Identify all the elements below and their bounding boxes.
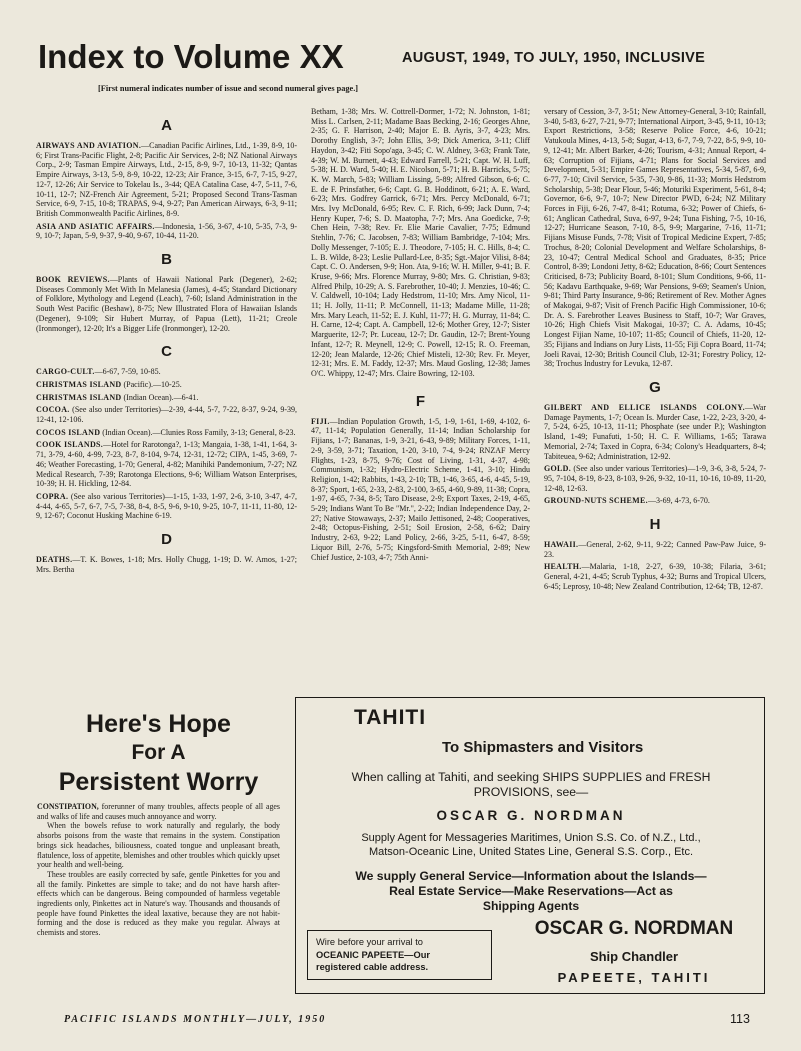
index-entry-text: (See also under Territories)—2-39, 4-44, 5-7, 7-22, 8-37, 9-24, 9-39, 12-41, 12-106. [36, 405, 297, 425]
index-entry-text: —T. K. Bowes, 1-18; Mrs. Holly Chugg, 1-19; D. W. Amos, 1-27; Mrs. Bertha [36, 555, 297, 574]
index-entry-heading: COCOA. [36, 405, 70, 415]
index-entry [36, 275, 297, 333]
cable-line-1: Wire before your arrival to [316, 937, 423, 947]
index-entry [544, 403, 766, 461]
index-entry-heading: DEATHS. [36, 555, 73, 565]
index-entry-text: —6-67, 7-59, 10-85. [94, 367, 161, 377]
index-entry-text: (See also various Territories)—1-15, 1-33, 1-97, 2-6, 3-10, 3-47, 4-7, 4-44, 4-65, 5-7, 6-7, 7-5, 7-38, 8-4, 8-5, 9-6, 9-10, 9-25, 10-7, 11-11, 11-80, 12-9, 12-67; Coconut Husking Machine 6-19. [36, 491, 297, 521]
section-letter-a: A [161, 117, 172, 134]
index-entry-heading: BOOK REVIEWS. [36, 275, 110, 285]
index-entry [544, 464, 766, 493]
ad-paragraph-1-text: forerunner of many troubles, affects people of all ages and walks of life and causes much annoyance and worry. [37, 802, 280, 821]
tahiti-ad-intro-line-1: When calling at Tahiti, and seeking SHIPS SUPPLIES and FRESH [351, 770, 711, 784]
index-entry-text: —Canadian Pacific Airlines, Ltd., 1-39, 8-9, 10-6; First Trans-Pacific Flight, 2-8; Pacific Air Services, 2-8; NZ National Airways Corp., 2-9; Tasman Empire Airways, Ltd., 2-15, 8-9, 9-7, 10-13, 11-32; Qantas Empire Airways, 3-13, 5-9, 8-9, 10-22, 12-23; Air France, 3-15, 6-7, 7-15, 9-27, 12-7, 12-26; Air Service to Tokelau Is., 3-44; QEA Catalina Case, 4-7, 5-11, 7-6, 10-11, 12-7; NZ-French Air Agreement, 5-21; Proposed Second Trans-Tasman Service, 6-9, 7-15, 10-8; TRAPAS, 9-4, 9-27; Pan American Airways, 6-3, 9-11; British Commonwealth Pacific Airlines, 8-9. [36, 141, 297, 218]
index-column-2 [311, 107, 530, 565]
tahiti-ad-agency [306, 832, 756, 859]
ad-paragraph-3: These troubles are easily corrected by safe, gentle Pinkettes for you and all the family. Pinkettes are simple to take; and do not have harsh after-effects which can be dangerous. Being compounded of harmless vegetable ingredients only, Pinkettes act in Nature's way. Thousands and thousands of people have found Pinkettes the ideal laxative, because they are not habit-forming and the dose is reduced as they make you regular. Always at chemists and stores. [37, 869, 280, 938]
index-entry [36, 492, 297, 521]
ad-headline-line-3: Persistent Worry [58, 768, 259, 796]
cable-line-2: OCEANIC PAPEETE—Our [316, 949, 430, 960]
index-entry-heading: CARGO-CULT. [36, 367, 95, 377]
index-entry-text: (Indian Ocean).—6-41. [121, 392, 199, 402]
index-entry [36, 367, 297, 377]
section-letter-c: C [161, 343, 172, 361]
volume-dates: AUGUST, 1949, TO JULY, 1950, INCLUSIVE [402, 50, 706, 66]
ad-headline-line-1: Here's Hope [86, 710, 231, 738]
index-entry [36, 141, 297, 219]
index-entry-text: —War Damage Payments, 1-7; Ocean Is. Murder Case, 1-22, 2-23, 3-20, 4-7, 5-24, 6-25, 10-13, 11-11; Phosphate (see under P.); Washington Island, 1-49; Funafuti, 1-50; H. C. F. Williams, 1-65; Tarawa Memorial, 2-74; Taxed in Copra, 6-34; Colony's Headquarters, 8-4; Tabiteuea, 9-62; Administration, 12-92. [544, 402, 766, 461]
index-entry-heading: HAWAII. [544, 540, 579, 550]
index-entry-heading: COOK ISLANDS. [36, 440, 104, 450]
tahiti-ad-services-line-3: Shipping Agents [482, 899, 580, 913]
cable-address-box [307, 930, 492, 980]
index-entry [544, 562, 766, 591]
index-entry-heading: COPRA. [36, 491, 69, 501]
ad-headline-line-2: For A [131, 741, 186, 764]
cable-line-3: registered cable address. [316, 962, 429, 972]
index-entry [36, 440, 297, 489]
tahiti-ad-intro-line-2: PROVISIONS, see— [473, 785, 589, 799]
tahiti-ad-place: PAPEETE, TAHITI [557, 970, 711, 985]
index-entry-text: (See also under various Territories)—1-9, 3-6, 3-8, 5-24, 7-95, 7-104, 8-19, 8-23, 8-103, 9-26, 9-32, 10-11, 10-16, 10-89, 11-20, 12-48, 12-63. [544, 464, 766, 493]
ad-paragraph-1 [37, 802, 280, 821]
ad-paragraph-2: When the bowels refuse to work naturally and regularly, the body absorbs poisons from the waste that remains in the system. Constipation brings sick headaches, biliousness, coated tongue and unpleasant breath, flatulence, loss of appetite, blemishes and other troubles which quickly upset your health and well-being. [37, 821, 280, 870]
ad-body-text [37, 802, 280, 938]
index-entry-text: (Pacific).—10-25. [121, 379, 182, 389]
index-entry-text: Betham, 1-38; Mrs. W. Cottrell-Dormer, 1-72; N. Johnston, 1-81; Miss L. Carlsen, 2-11; Madame Baas Becking, 2-16; Georges Ahne, 2-35; G. F. Harrison, 2-40; Major E. B. Ayris, 3-7, 4-23; Mrs. Dorothy English, 3-7; John Ellis, 3-9; Dick America, 3-11; Cliff Haydon, 3-42; Fiti Sopo'aga, 3-45; C. W. Aldney, 3-63; Frank Tate, 4-39; W. M. Burnett, 4-43; Edward Farrell, 5-21; Capt. W. H. Luff, 5-38; H. D. Ward, 5-40; H. E. Nicolson, 5-71; H. B. Harricks, 5-75; K. W. March, 5-83; William Lissing, 5-89; Alfred Gibson, 6-6; C. E. de F. Prinsfather, 6-6; Capt. G. B. Hoddinott, 6-21; A. E. Ward, 6-23; Mrs. Godfrey Garrick, 6-71; Mrs. Percy McDonald, 6-71; Mrs. Ivy McDonald, 6-95; Rev. C. F. Rich, 6-99; Jack Dunn, 7-4; Henry Kuper, 7-6; S. D. Maatopha, 7-7; Mrs. Ana Goedicke, 7-9; Chen Hein, 7-38; Rev. Fr. Elie Marie Cavalier, 7-75; Edmund Stehlin, 7-76; C. Jacobsen, 7-83; William Bambridge, 7-104; Mrs. Dolly Messenger, 7-105; E. J. Theodore, 7-105; H. C. Hills, 8-4; C. L. B. Wilde, 8-23; Leslie Pullard-Lee, 8-35; Sgt.-Major Vilisi, 8-84; Capt. C. O. Andersen, 9-9; Hon. Ata, 9-16; W. H. Miller, 9-41; B. F. Kruse, 9-66; Mrs. Florence Murray, 9-80; Mrs. G. Christian, 9-83; Alfred Philp, 10-29; A. S. Farebrother, 10-40; J. Menzies, 10-46; C. V. Caldwell, 10-104; Lady Hedstrom, 11-10; Mrs. Amy Nicol, 11-11; H. Jolly, 11-11; P. McConnell, 11-13; Madame Mille, 11-28; Mrs. Mary Leach, 11-52; E. J. Kuhl, 11-77; H. G. Murray, 11-84; C. H. Carne, 12-4; Capt. A. Campbell, 12-6; Mother Grey, 12-7; Sister Marguerite, 12-7; Pr. Luceau, 12-7; Dr. Gaudin, 12-7; Brent-Young Infant, 12-7; R. Meynell, 12-9; C. Powell, 12-15; R. O. Freeman, 12-20; Jean Malarde, 12-26; Chief Misteli, 12-30; Rev. Fr. Meyer, 12-31; Mrs. E. M. Faddy, 12-37; Mrs. Maud Gosling, 12-38; James O'C. Whippy, 12-47; Mrs. Claire Bowring, 12-103. [311, 107, 530, 378]
tahiti-advertisement [295, 697, 765, 994]
index-entry-heading: HEALTH. [544, 562, 582, 572]
index-entry [36, 405, 297, 424]
index-entry-heading: ASIA AND ASIATIC AFFAIRS. [36, 221, 155, 231]
index-entry-heading: COCOS ISLAND [36, 427, 101, 437]
tahiti-ad-title: TAHITI [354, 706, 427, 729]
index-entry-heading: GILBERT AND ELLICE ISLANDS COLONY. [544, 402, 745, 412]
index-entry-text: —Hotel for Rarotonga?, 1-13; Mangaia, 1-38, 1-41, 1-64, 3-71, 3-79, 4-60, 4-99, 7-23, 8-7, 8-104, 9-74, 12-31, 12-72; CIPA, 1-45, 3-69, 7-46; Weather Forecasting, 1-70; General, 4-82; Manihiki Pandemonium, 7-27; NZ Medical Research, 7-39; Rarotonga Elections, 9-6; William Watson Enterprises, 10-39; H. H. Hickling, 12-84. [36, 440, 297, 489]
index-entry [36, 428, 297, 438]
index-entry-heading: FIJI. [311, 416, 330, 426]
tahiti-ad-agency-line-2: Matson-Oceanic Line, United States Line, General S.S. Corp., Etc. [368, 845, 694, 858]
tahiti-ad-agency-line-1: Supply Agent for Messageries Maritimes, Union S.S. Co. of N.Z., Ltd., [361, 832, 701, 844]
section-letter-g: G [649, 378, 661, 396]
section-letter-h: H [649, 516, 661, 534]
index-entry [36, 555, 297, 574]
index-entry [544, 107, 766, 369]
index-entry-text: versary of Cession, 3-7, 3-51; New Attorney-General, 3-10; Rainfall, 3-40, 5-83, 6-27, 7-21, 9-77; International Airport, 3-45, 9-11, 10-13; Export Restrictions, 3-58; Reserve Police Force, 4-6, 10-21; Vatukoula Mines, 4-13, 5-8; Sugar, 4-13, 6-7, 7-9, 7-22, 8-5, 9-9, 10-9, 12-41; Mr. Albert Barker, 4-26; Tourism, 4-31; Annual Report, 4-63; Corruption of Fijians, 4-71; Plans for Social Services and Development, 5-31; Empire Games Representatives, 5-34, 5-87, 6-9, 6-77, 7-10; Civil Service, 5-35, 7-30, 9-86, 11-33; Morris Hedstrom Scholarship, 5-38; Dear Flour, 5-46; Moturiki Experiment, 5-61, 8-4; Governor, 6-6, 9-7, 10-7; New Director PWD, 6-24; NZ Military Forces in Fiji, 6-26, 7-47, 8-41; Rotuma, 6-32; Power of Chiefs, 6-61; Anglican Cathedral, Suva, 6-97, 9-24; Tuna Fishing, 7-5, 10-16, 12-27; Hurricane Season, 7-10, 8-5, 9-9; Margarine, 7-16, 11-71; Fijians Misuse Funds, 7-78; Visit of Tropical Medicine Expert, 7-85; Trochus, 8-20; Colonial Development and Welfare Scholarships, 8-23, 10-47; Central Medical School and Graduates, 8-35; Price Control, 8-39; Londoni Jetty, 8-62; Education, 8-66; Court Sentences Criticised, 8-73; Publicity Board, 8-101; Slum Conditions, 9-66, 11-56; Kadavu Earthquake, 9-69; War Pensions, 9-69; Seamen's Union, 9-81; Third Party Insurance, 9-86; Retirement of Rev. Mother Agnes of Makogai, 9-87; Visit of French Pacific High Commissioner, 10-6; Dr. A. S. Farebrother Leaves Business to Staff, 10-7; War Graves, 10-26; High Chiefs Visit Makogai, 10-37; C. A. Adams, 10-45; Longest Fijian Name, 10-107; 11-85; Council of Chiefs, 11-20, 12-35; Fijians and Indians on Jury Lists, 11-55; Fiji Copra Board, 11-74; Joeli Ravai, 12-30; British Council Club, 12-31; Forestry Policy, 12-38; Trochus Industry for Levuka, 12-87. [544, 107, 766, 369]
tahiti-ad-big-name: OSCAR G. NORDMAN [534, 918, 734, 939]
index-entry-text: (Indian Ocean).—Clunies Ross Family, 3-13; General, 8-23. [100, 427, 296, 437]
index-entry-text: —Indonesia, 1-56, 3-67, 4-10, 5-35, 7-3, 9-9, 10-7; Japan, 5-9, 9-37, 9-40, 9-67, 10-44, 11-20. [36, 221, 297, 241]
index-entry-heading: CHRISTMAS ISLAND [36, 379, 122, 389]
index-entry-text: —General, 2-62, 9-11, 9-22; Canned Paw-Paw Juice, 9-23. [544, 540, 766, 559]
index-column-3 [544, 107, 766, 595]
index-entry-text: —Indian Population Growth, 1-5, 1-9, 1-61, 1-69, 4-102, 6-47, 11-14; Population Generally, 11-14; Indian Scholarship for Fijians, 1-7; Bananas, 1-9, 3-21, 6-43, 9-89; Military Forces, 1-11, 2-9, 3-59, 3-71; Taxation, 1-20, 3-10, 7-4, 9-24; RNZAF Mercy Flights, 1-23, 8-75, 9-76; Cost of Living, 1-31, 4-37, 4-98; Communism, 1-32; Hydro-Electric Scheme, 1-41, 3-10; Hindu Religion, 1-42; Rabbits, 1-43, 2-10; TB, 1-46, 3-65, 4-6, 4-45, 5-19, 8-37; Sport, 1-65, 2-33, 2-83, 2-100, 3-65, 4-60, 9-89, 11-38; Copra, 1-97, 4-65, 7-34, 8-5; Taro Disease, 2-9; Export Taxes, 2-19, 4-65, 5-29; Indians Want To Be "Mr.", 2-22; Indian Independence Day, 2-27; Native Stowaways, 2-37; Mailo Jettisoned, 2-48; Cooperatives, 2-48; Octopus-Fishing, 2-51; Soil Erosion, 2-58, 6-62; Dairy Industry, 2-63, 9-22; Land Policy, 2-66, 3-25, 5-11, 6-47, 8-59; Liquor Bill, 2-76, 5-75; Kingsford-Smith Memorial, 2-89; New Chief Justice, 2-103, 4-7; 75th Anni- [311, 416, 531, 562]
pinkettes-advertisement [37, 710, 280, 986]
page-number: 113 [730, 1012, 750, 1026]
tahiti-ad-services-line-1: We supply General Service—Information about the Islands— [355, 869, 707, 883]
index-entry-text: —Malaria, 1-18, 2-27, 6-39, 10-38; Filaria, 3-61; General, 4-21, 4-45; Scrub Typhus, 4-32; Burns and Tropical Ulcers, 6-45; Leprosy, 10-48; New Zealand Contribution, 12-64; TB, 12-87. [544, 562, 766, 591]
index-entry-heading: GOLD. [544, 464, 572, 474]
ad-lead-word: CONSTIPATION, [37, 802, 99, 811]
running-footer: PACIFIC ISLANDS MONTHLY—JULY, 1950 [64, 1014, 327, 1025]
tahiti-ad-role: Ship Chandler [589, 949, 679, 964]
tahiti-ad-services-line-2: Real Estate Service—Make Reservations—Act as [389, 884, 673, 898]
index-entry [311, 417, 530, 563]
index-entry-heading: AIRWAYS AND AVIATION. [36, 141, 142, 150]
index-entry [544, 540, 766, 559]
tahiti-ad-intro [306, 770, 756, 800]
index-entry-heading: GROUND-NUTS SCHEME. [544, 496, 648, 506]
index-entry [311, 107, 530, 379]
section-letter-d: D [161, 531, 172, 549]
tahiti-ad-subtitle: To Shipmasters and Visitors [442, 739, 644, 756]
index-note: [First numeral indicates number of issue and second numeral gives page.] [98, 84, 359, 93]
index-entry-text: —3-69, 4-73, 6-70. [647, 496, 710, 506]
tahiti-ad-name: OSCAR G. NORDMAN [436, 808, 626, 823]
index-entry [36, 393, 297, 403]
index-entry [544, 496, 766, 506]
page-title: Index to Volume XX [38, 38, 344, 75]
index-entry [36, 380, 297, 390]
index-entry [36, 222, 297, 241]
section-letter-b: B [161, 251, 172, 269]
index-column-1 [36, 107, 297, 578]
section-letter-f: F [415, 392, 426, 410]
index-entry-text: —Plants of Hawaii National Park (Degener), 2-62; Diseases Commonly Met With In Melanesia (James), 4-45; Standard Dictionary of Folklore, Mythology and Legend (Leach), 7-60; Island Administration in the South West Pacific (Beshaw), 8-75; New Illustrated Flora of Hawaiian Islands (Degener), 9-109; Sir Hubert Murray, of Papua (Lett), 11-21; Creole (Ironmonger), 12-20; It's a Bigger Life (Ironmonger), 12-20. [36, 275, 297, 333]
index-entry-heading: CHRISTMAS ISLAND [36, 392, 122, 402]
tahiti-ad-services [306, 869, 756, 914]
